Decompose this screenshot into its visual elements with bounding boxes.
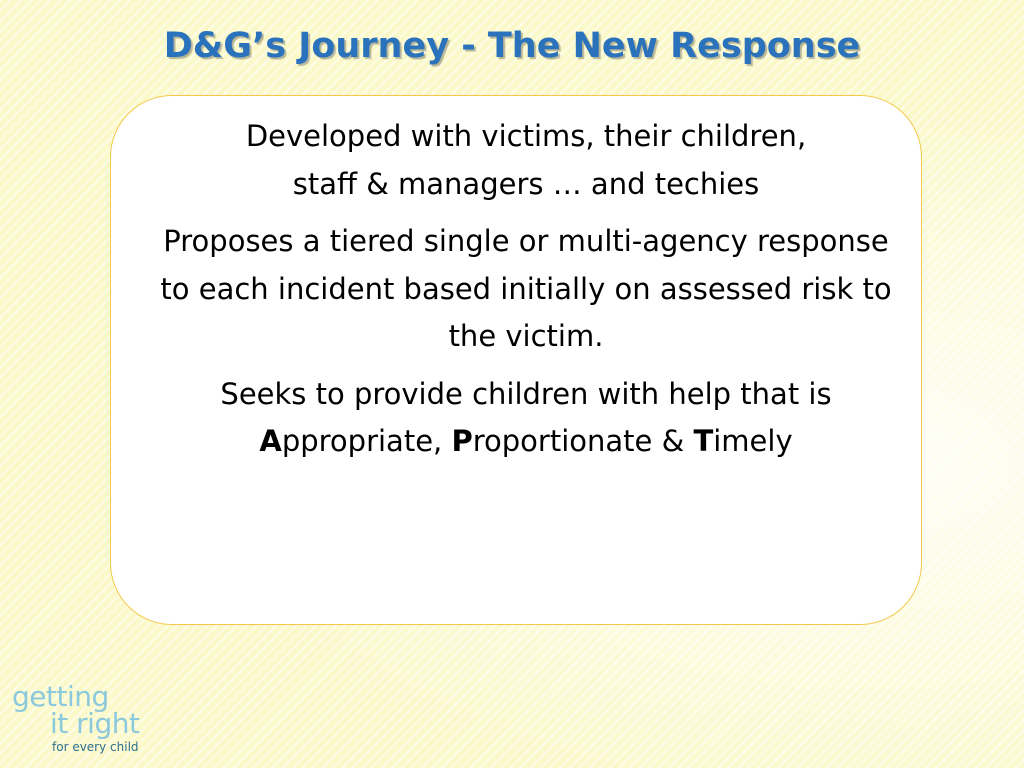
bold-letter-a: A bbox=[259, 424, 282, 458]
timely-text: imely bbox=[713, 424, 793, 458]
bold-letter-p: P bbox=[451, 424, 473, 458]
appropriate-text: ppropriate, bbox=[281, 424, 452, 458]
paragraph-developed: Developed with victims, their children, staff & managers … and techies bbox=[245, 119, 807, 201]
paragraph-proposes: Proposes a tiered single or multi-agency response to each incident based initially on assessed risk to the victim. bbox=[160, 224, 892, 353]
content-text bbox=[130, 113, 922, 476]
logo-line-getting: getting bbox=[12, 680, 109, 713]
logo-line-for-every-child: for every child bbox=[52, 740, 139, 754]
bold-letter-t: T bbox=[693, 424, 714, 458]
proportionate-text: roportionate & bbox=[472, 424, 694, 458]
seeks-text: Seeks to provide children with help that is bbox=[220, 376, 832, 411]
paragraph-seeks bbox=[130, 371, 922, 466]
getting-it-right-logo bbox=[12, 680, 147, 754]
logo-line-it-right: it right bbox=[50, 707, 140, 740]
slide-title: D&G’s Journey - The New Response bbox=[163, 26, 861, 66]
